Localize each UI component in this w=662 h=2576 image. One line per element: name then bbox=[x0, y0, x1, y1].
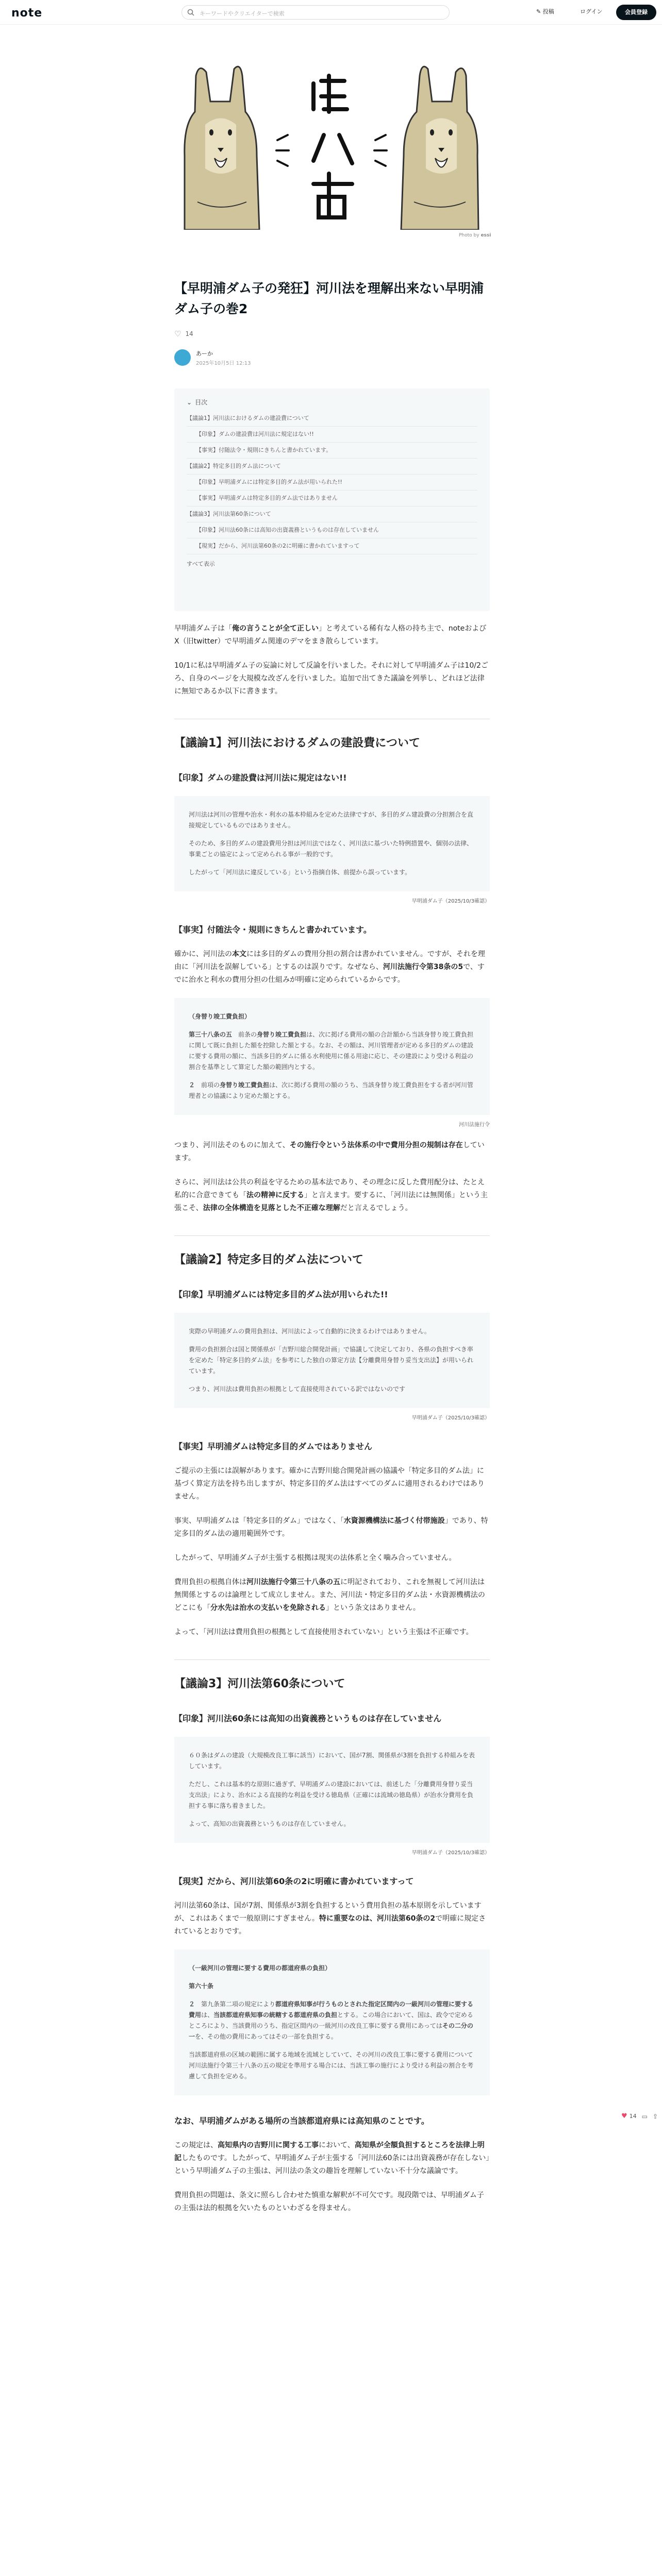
article-title: 【早明浦ダム子の発狂】河川法を理解出来ない早明浦ダム子の巻2 bbox=[174, 281, 484, 316]
table-of-contents bbox=[174, 388, 490, 611]
search-icon bbox=[187, 9, 194, 16]
subsection-heading: 【印象】ダムの建設費は河川法に規定はない!! bbox=[174, 773, 347, 783]
photo-credit: Photo by essi bbox=[459, 233, 491, 238]
article-content bbox=[174, 278, 490, 2215]
side-like-button[interactable] bbox=[621, 2112, 637, 2120]
paragraph: 事実、早明浦ダムは「特定多目的ダム」ではなく、「水資源機構法に基づく付帯施設」であり、特定多目的ダム法の適用範囲外です。 bbox=[174, 1517, 488, 1538]
post-label: 投稿 bbox=[542, 8, 554, 15]
section-heading: 【議論2】特定多目的ダム法について bbox=[174, 1235, 490, 1269]
paragraph: 費用負担の根拠自体は河川法施行令第三十八条の五に明記されており、これを無視して河川法は無関係とするのは論理として成立しません。また、河川法・特定多目的ダム法・水資源機構法のどこにも「分水先は治水の支払いを免除される」という条文はありません。 bbox=[174, 1578, 485, 1612]
note-logo[interactable]: note bbox=[11, 7, 43, 20]
quote-citation: 早明浦ダム子（2025/10/3確認） bbox=[411, 1415, 490, 1421]
site-header bbox=[0, 0, 662, 25]
photo-credit-user[interactable]: essi bbox=[481, 233, 491, 238]
like-row bbox=[174, 329, 490, 339]
subsection-heading: 【事実】付随法令・規則にきちんと書かれています。 bbox=[174, 925, 372, 935]
toc-item[interactable]: 【印象】早明浦ダムには特定多目的ダム法が用いられた!! bbox=[187, 474, 477, 490]
heart-icon: ♥ bbox=[621, 2112, 627, 2120]
quote-citation: 早明浦ダム子（2025/10/3確認） bbox=[411, 899, 490, 904]
paragraph: 10/1に私は早明浦ダム子の妄論に対して反論を行いました。それに対して早明浦ダム子は10/2ごろ、自身のページを大規模な改ざんを行いました。追加で出てきた議論を列挙し、どれほど法律に無知であるか以下に書きます。 bbox=[174, 662, 488, 696]
post-button[interactable] bbox=[536, 7, 554, 15]
like-count: 14 bbox=[185, 330, 193, 337]
paragraph: 確かに、河川法の本文には多目的ダムの費用分担の割合は書かれていません。ですが、それを理由に「河川法を誤解している」とするのは誤りです。なぜなら、河川法施行令第38条の5で、すでに治水と利水の費用分担の仕組みが明確に定められているからです。 bbox=[174, 950, 485, 984]
comment-icon[interactable]: ▭ bbox=[641, 2112, 648, 2120]
article-body bbox=[174, 622, 490, 2215]
subsection-heading: 【現実】だから、河川法第60条の2に明確に書かれていますって bbox=[174, 1876, 414, 1886]
toc-show-all-link[interactable]: すべて表示 bbox=[187, 561, 215, 567]
toc-item[interactable]: 【事実】付随法令・規則にきちんと書かれています。 bbox=[187, 443, 477, 459]
chevron-down-icon: ⌄ bbox=[187, 398, 192, 406]
toc-item[interactable]: 【事実】早明浦ダムは特定多目的ダム法ではありません bbox=[187, 490, 477, 506]
section-heading: 【議論3】河川法第60条について bbox=[174, 1659, 490, 1693]
avatar[interactable] bbox=[174, 349, 191, 366]
login-button[interactable]: ログイン bbox=[580, 8, 603, 15]
search-bar[interactable] bbox=[181, 5, 450, 20]
toc-item[interactable]: 【議論3】河川法第60条について bbox=[187, 506, 477, 522]
blockquote: （身替り竣工費負担） 第三十八条の五 前条の身替り竣工費負担は、次に掲げる費用の額の合計額から当該身替り竣工費負担に関して既に負担した額を控除した額とする。なお、その額は、河川管理者が定める多目的ダムの建設に要する費用の額に、当該多目的ダムに係る水利使用に係る用途に応じ、その建設により受ける利益の割合を基準として算定した額の範囲内とする。 ２ 前項の身替り竣工費負担は、次に掲げる費用の額のうち、当該身替り竣工費負担をする者が河川管理者との協議により定めた額とする。 bbox=[174, 998, 490, 1115]
paragraph: ご提示の主張には誤解があります。確かに吉野川総合開発計画の協議や「特定多目的ダム法」に基づく算定方法を持ち出しますが、特定多目的ダム法はすべてのダムに適用されるわけではありません。 bbox=[174, 1467, 485, 1501]
blockquote: （一級河川の管理に要する費用の都道府県の負担） 第六十条 ２ 第九条第二項の規定により都道府県知事が行うものとされた指定区間内の一級河川の管理に要する費用は、当該都道府県知事の統轄する都道府県の負担とする。この場合において、国は、政令で定めるところにより、当該費用のうち、指定区間内の一級河川の改良工事に要する費用にあってはその二分の一を、その他の費用にあってはその一部を負担する。 当該都道府県の区域の範囲に属する地域を流域としていて、その河川の改良工事に要する費用について河川法施行令第三十八条の五の規定を準用する場合には、当該工事の施行により受ける利益の割合を考慮して負担を定める。 bbox=[174, 1950, 490, 2095]
share-icon[interactable]: ⇪ bbox=[653, 2112, 658, 2120]
author-block[interactable] bbox=[174, 347, 490, 368]
side-action-bar bbox=[621, 2112, 658, 2120]
section-heading: 【議論1】河川法におけるダムの建設費について bbox=[174, 719, 490, 752]
toc-item[interactable]: 【現実】だから、河川法第60条の2に明確に書かれていますって bbox=[187, 538, 477, 554]
toc-item[interactable]: 【議論1】河川法におけるダムの建設費について bbox=[187, 411, 477, 427]
toc-item[interactable]: 【印象】ダムの建設費は河川法に規定はない!! bbox=[187, 427, 477, 443]
signup-button[interactable]: 会員登録 bbox=[616, 5, 656, 20]
blockquote: 河川法は河川の管理や治水・利水の基本枠組みを定めた法律ですが、多目的ダム建設費の分担割合を直接規定しているものではありません。 そのため、多目的ダムの建設費用分担は河川法ではなく、河川法に基づいた特例措置や、個別の法律、事業ごとの協定によって定められる事が一般的です。 したがって「河川法に違反している」という指摘自体、前提から誤っています。 bbox=[174, 796, 490, 891]
blockquote: 実際の早明浦ダムの費用負担は、河川法によって自動的に決まるわけではありません。 費用の負担割合は国と関係県が「吉野川総合開発計画」で協議して決定しており、各県の負担すべき率を定めた「特定多目的ダム法」を参考にした独自の算定方法【分離費用身替り妥当支出法】が用いられています。 つまり、河川法は費用負担の根拠として直接使用されている訳ではないのです bbox=[174, 1313, 490, 1408]
subsection-heading: 【事実】早明浦ダムは特定多目的ダムではありません bbox=[174, 1442, 373, 1451]
post-date: 2025年10月5日 12:13 bbox=[196, 360, 251, 366]
hero-image bbox=[174, 47, 490, 230]
blockquote: ６０条はダムの建設（大規模改良工事に該当）において、国が7割、関係県が3割を負担する枠組みを表しています。 ただし、これは基本的な原則に過ぎず、早明浦ダムの建設においては、前述した「分離費用身替り妥当支出法」により、治水による直接的な利益を受ける徳島県（正確には流域の徳島県）が治水分費用を負担する事に落ち着きました。 よって、高知の出資義務というものは存在していません。 bbox=[174, 1737, 490, 1843]
pencil-icon: ✎ bbox=[536, 8, 541, 15]
paragraph: したがって、早明浦ダム子が主張する根拠は現実の法体系と全く噛み合っていません。 bbox=[174, 1554, 456, 1562]
toc-item[interactable]: 【議論2】特定多目的ダム法について bbox=[187, 459, 477, 474]
search-placeholder: キーワードやクリエイターで検索 bbox=[200, 10, 285, 17]
subsection-heading: なお、早明浦ダムがある場所の当該都道府県には高知県のことです。 bbox=[174, 2116, 429, 2126]
subsection-heading: 【印象】早明浦ダムには特定多目的ダム法が用いられた!! bbox=[174, 1290, 388, 1299]
toc-header[interactable] bbox=[187, 398, 477, 406]
paragraph: この規定は、高知県内の吉野川に関する工事において、高知県が全額負担するところを法律上明記したものです。したがって、早明浦ダム子が主張する「河川法60条には出資義務が存在しない」という早明浦ダム子の主張は、河川法の条文の趣旨を理解していない不十分な議論です。 bbox=[174, 2141, 490, 2175]
paragraph: つまり、河川法そのものに加えて、その施行令という法体系の中で費用分担の規制は存在しています。 bbox=[174, 1141, 485, 1162]
subsection-heading: 【印象】河川法60条には高知の出資義務というものは存在していません bbox=[174, 1714, 442, 1723]
toc-item[interactable]: 【印象】河川法60条には高知の出資義務というものは存在していません bbox=[187, 522, 477, 538]
paragraph: よって、「河川法は費用負担の根拠として直接使用されていない」という主張は不正確です。 bbox=[174, 1628, 473, 1636]
paragraph: 河川法第60条は、国が7割、関係県が3割を負担するという費用負担の基本原則を示していますが、これはあくまで一般原則にすぎません。特に重要なのは、河川法第60条の2で明確に規定されているとおりです。 bbox=[174, 1902, 486, 1936]
author-name[interactable]: あーか bbox=[196, 350, 213, 357]
paragraph: 早明浦ダム子は「俺の言うことが全て正しい」と考えている稀有な人格の持ち主で、noteおよびX（旧twitter）で早明浦ダム関連のデマをまき散らしています。 bbox=[174, 624, 487, 646]
toc-heading: 目次 bbox=[195, 399, 208, 406]
paragraph: さらに、河川法は公共の利益を守るための基本法であり、その理念に反した費用配分は、たとえ私的に合意できても「法の精神に反する」と言えます。要するに、「河川法には無関係」という主張こそ、法律の全体構造を見落とした不正確な理解だと言えるでしょう。 bbox=[174, 1178, 488, 1212]
quote-citation: 河川法施行令 bbox=[459, 1122, 490, 1128]
side-like-count: 14 bbox=[629, 2113, 637, 2120]
paragraph: 費用負担の問題は、条文に照らし合わせた慎重な解釈が不可欠です。現段階では、早明浦ダム子の主張は法的根拠を欠いたものといわざるを得ません。 bbox=[174, 2191, 484, 2212]
heart-icon[interactable]: ♡ bbox=[174, 329, 181, 338]
quote-citation: 早明浦ダム子（2025/10/3確認） bbox=[411, 1850, 490, 1856]
